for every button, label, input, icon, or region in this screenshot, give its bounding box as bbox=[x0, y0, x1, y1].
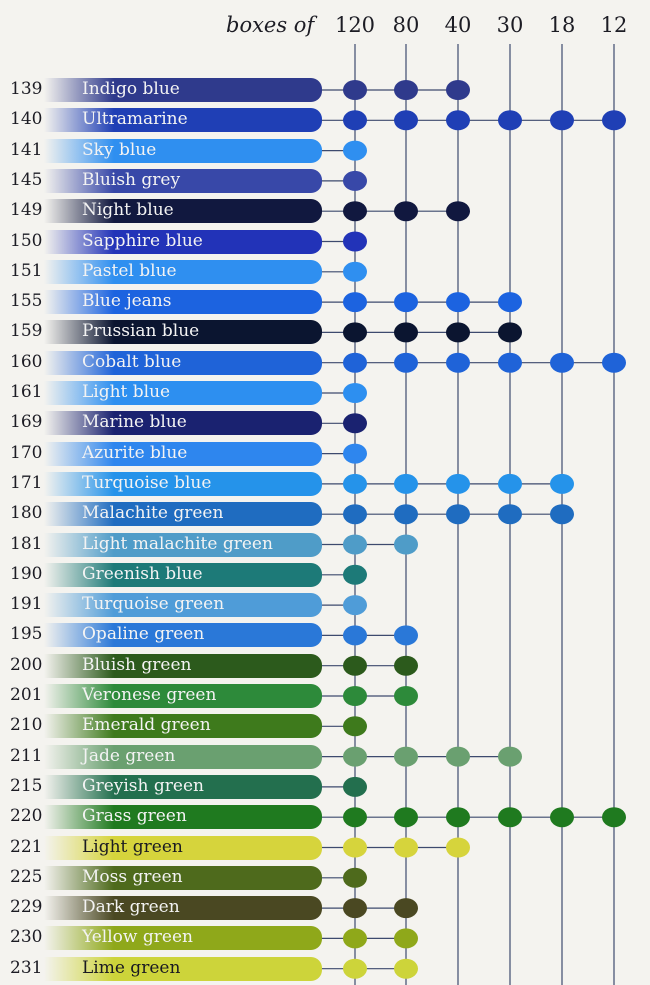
availability-dot-120 bbox=[343, 262, 367, 282]
color-name: Sky blue bbox=[82, 139, 157, 160]
color-name: Night blue bbox=[82, 200, 174, 221]
color-name: Azurite blue bbox=[82, 442, 188, 463]
availability-dot-40 bbox=[446, 838, 470, 858]
color-name: Moss green bbox=[82, 866, 183, 887]
availability-dot-80 bbox=[394, 80, 418, 100]
color-name: Ultramarine bbox=[82, 109, 188, 130]
availability-dot-40 bbox=[446, 353, 470, 373]
color-number: 221 bbox=[10, 836, 43, 857]
availability-dot-120 bbox=[343, 535, 367, 555]
color-number: 190 bbox=[10, 563, 43, 584]
availability-dot-18 bbox=[550, 504, 574, 524]
availability-dot-18 bbox=[550, 110, 574, 130]
availability-dot-120 bbox=[343, 141, 367, 161]
color-number: 225 bbox=[10, 866, 43, 887]
availability-dot-120 bbox=[343, 322, 367, 342]
availability-dot-120 bbox=[343, 747, 367, 767]
column-header-80: 80 bbox=[392, 13, 420, 37]
color-name: Marine blue bbox=[82, 412, 187, 433]
availability-dot-120 bbox=[343, 201, 367, 221]
availability-dot-120 bbox=[343, 232, 367, 252]
availability-dot-40 bbox=[446, 80, 470, 100]
color-number: 171 bbox=[10, 472, 43, 493]
availability-dot-80 bbox=[394, 898, 418, 918]
color-number: 151 bbox=[10, 260, 43, 281]
availability-dot-80 bbox=[394, 838, 418, 858]
availability-dot-40 bbox=[446, 322, 470, 342]
color-number: 215 bbox=[10, 775, 43, 796]
availability-dot-120 bbox=[343, 565, 367, 585]
availability-dot-80 bbox=[394, 474, 418, 494]
availability-dot-18 bbox=[550, 807, 574, 827]
color-name: Dark green bbox=[82, 897, 180, 918]
color-number: 181 bbox=[10, 533, 43, 554]
availability-dot-80 bbox=[394, 535, 418, 555]
color-name: Greenish blue bbox=[82, 563, 203, 584]
availability-dot-80 bbox=[394, 656, 418, 676]
color-name: Bluish grey bbox=[82, 169, 181, 190]
color-number: 231 bbox=[10, 957, 43, 978]
availability-dot-80 bbox=[394, 959, 418, 979]
color-number: 161 bbox=[10, 382, 43, 402]
availability-dot-12 bbox=[602, 110, 626, 130]
color-number: 170 bbox=[10, 442, 43, 463]
availability-dot-18 bbox=[550, 474, 574, 494]
availability-dot-30 bbox=[498, 353, 522, 373]
header-title: boxes of bbox=[226, 13, 315, 37]
color-name: Sapphire blue bbox=[82, 230, 203, 251]
availability-dot-40 bbox=[446, 807, 470, 827]
availability-dot-12 bbox=[602, 353, 626, 373]
color-name: Turquoise blue bbox=[82, 472, 212, 493]
color-number: 150 bbox=[10, 230, 43, 251]
color-name: Jade green bbox=[82, 745, 176, 766]
color-number: 180 bbox=[10, 503, 43, 524]
availability-dot-40 bbox=[446, 110, 470, 130]
color-name: Veronese green bbox=[82, 685, 217, 705]
color-name: Malachite green bbox=[82, 503, 224, 524]
color-name: Turquoise green bbox=[82, 594, 225, 615]
color-number: 191 bbox=[10, 594, 43, 615]
availability-dot-40 bbox=[446, 474, 470, 494]
color-name: Emerald green bbox=[82, 715, 211, 736]
availability-dot-30 bbox=[498, 747, 522, 767]
availability-dot-80 bbox=[394, 292, 418, 312]
color-number: 229 bbox=[10, 897, 43, 918]
availability-dot-30 bbox=[498, 504, 522, 524]
color-name: Grass green bbox=[82, 806, 187, 827]
availability-dot-30 bbox=[498, 474, 522, 494]
availability-dot-40 bbox=[446, 201, 470, 221]
color-name: Prussian blue bbox=[82, 321, 200, 342]
availability-dot-80 bbox=[394, 686, 418, 706]
color-number: 145 bbox=[10, 169, 43, 190]
availability-dot-40 bbox=[446, 292, 470, 312]
availability-dot-120 bbox=[343, 171, 367, 191]
availability-dot-18 bbox=[550, 353, 574, 373]
availability-dot-30 bbox=[498, 292, 522, 312]
column-header-12: 12 bbox=[600, 13, 628, 37]
color-number: 230 bbox=[10, 927, 43, 948]
column-header-30: 30 bbox=[496, 13, 524, 37]
availability-dot-120 bbox=[343, 656, 367, 676]
color-number: 211 bbox=[10, 745, 43, 766]
availability-dot-120 bbox=[343, 444, 367, 464]
color-name: Blue jeans bbox=[82, 291, 172, 312]
availability-dot-120 bbox=[343, 898, 367, 918]
availability-dot-80 bbox=[394, 201, 418, 221]
color-number: 201 bbox=[10, 685, 43, 705]
column-header-120: 120 bbox=[334, 13, 376, 37]
column-header-18: 18 bbox=[548, 13, 576, 37]
color-number: 220 bbox=[10, 806, 43, 827]
availability-dot-80 bbox=[394, 110, 418, 130]
availability-dot-40 bbox=[446, 504, 470, 524]
availability-dot-30 bbox=[498, 110, 522, 130]
availability-dot-120 bbox=[343, 868, 367, 888]
availability-dot-120 bbox=[343, 353, 367, 373]
availability-dot-80 bbox=[394, 928, 418, 948]
availability-dot-120 bbox=[343, 504, 367, 524]
color-name: Lime green bbox=[82, 957, 181, 978]
color-number: 140 bbox=[10, 109, 43, 130]
color-number: 141 bbox=[10, 139, 43, 160]
availability-dot-120 bbox=[343, 959, 367, 979]
availability-dot-120 bbox=[343, 110, 367, 130]
color-number: 160 bbox=[10, 351, 43, 372]
availability-dot-120 bbox=[343, 686, 367, 706]
availability-dot-80 bbox=[394, 322, 418, 342]
availability-dot-80 bbox=[394, 353, 418, 373]
color-name: Yellow green bbox=[82, 927, 193, 948]
availability-dot-80 bbox=[394, 807, 418, 827]
availability-dot-120 bbox=[343, 777, 367, 797]
availability-dot-120 bbox=[343, 413, 367, 433]
availability-dot-120 bbox=[343, 474, 367, 494]
availability-dot-120 bbox=[343, 292, 367, 312]
availability-dot-120 bbox=[343, 383, 367, 403]
color-number: 149 bbox=[10, 200, 43, 221]
availability-dot-120 bbox=[343, 838, 367, 858]
availability-dot-30 bbox=[498, 807, 522, 827]
availability-dot-120 bbox=[343, 80, 367, 100]
column-header-40: 40 bbox=[444, 13, 472, 37]
availability-dot-120 bbox=[343, 595, 367, 615]
color-name: Cobalt blue bbox=[82, 351, 182, 372]
color-name: Light malachite green bbox=[82, 533, 273, 554]
availability-dot-80 bbox=[394, 625, 418, 645]
availability-dot-40 bbox=[446, 747, 470, 767]
availability-dot-30 bbox=[498, 322, 522, 342]
color-name: Pastel blue bbox=[82, 260, 177, 281]
availability-dot-120 bbox=[343, 625, 367, 645]
availability-dot-120 bbox=[343, 928, 367, 948]
availability-dot-80 bbox=[394, 504, 418, 524]
availability-dot-120 bbox=[343, 716, 367, 736]
color-number: 139 bbox=[10, 79, 43, 99]
availability-dot-120 bbox=[343, 807, 367, 827]
color-name: Light blue bbox=[82, 382, 171, 402]
availability-dot-80 bbox=[394, 747, 418, 767]
color-name: Indigo blue bbox=[82, 79, 180, 99]
color-number: 155 bbox=[10, 291, 43, 312]
color-number: 159 bbox=[10, 321, 43, 342]
color-name: Bluish green bbox=[82, 654, 192, 675]
color-name: Opaline green bbox=[82, 624, 205, 645]
color-number: 195 bbox=[10, 624, 43, 645]
color-number: 169 bbox=[10, 412, 43, 433]
color-name: Light green bbox=[82, 836, 183, 857]
color-number: 210 bbox=[10, 715, 43, 736]
color-number: 200 bbox=[10, 654, 43, 675]
availability-dot-12 bbox=[602, 807, 626, 827]
color-name: Greyish green bbox=[82, 775, 204, 796]
